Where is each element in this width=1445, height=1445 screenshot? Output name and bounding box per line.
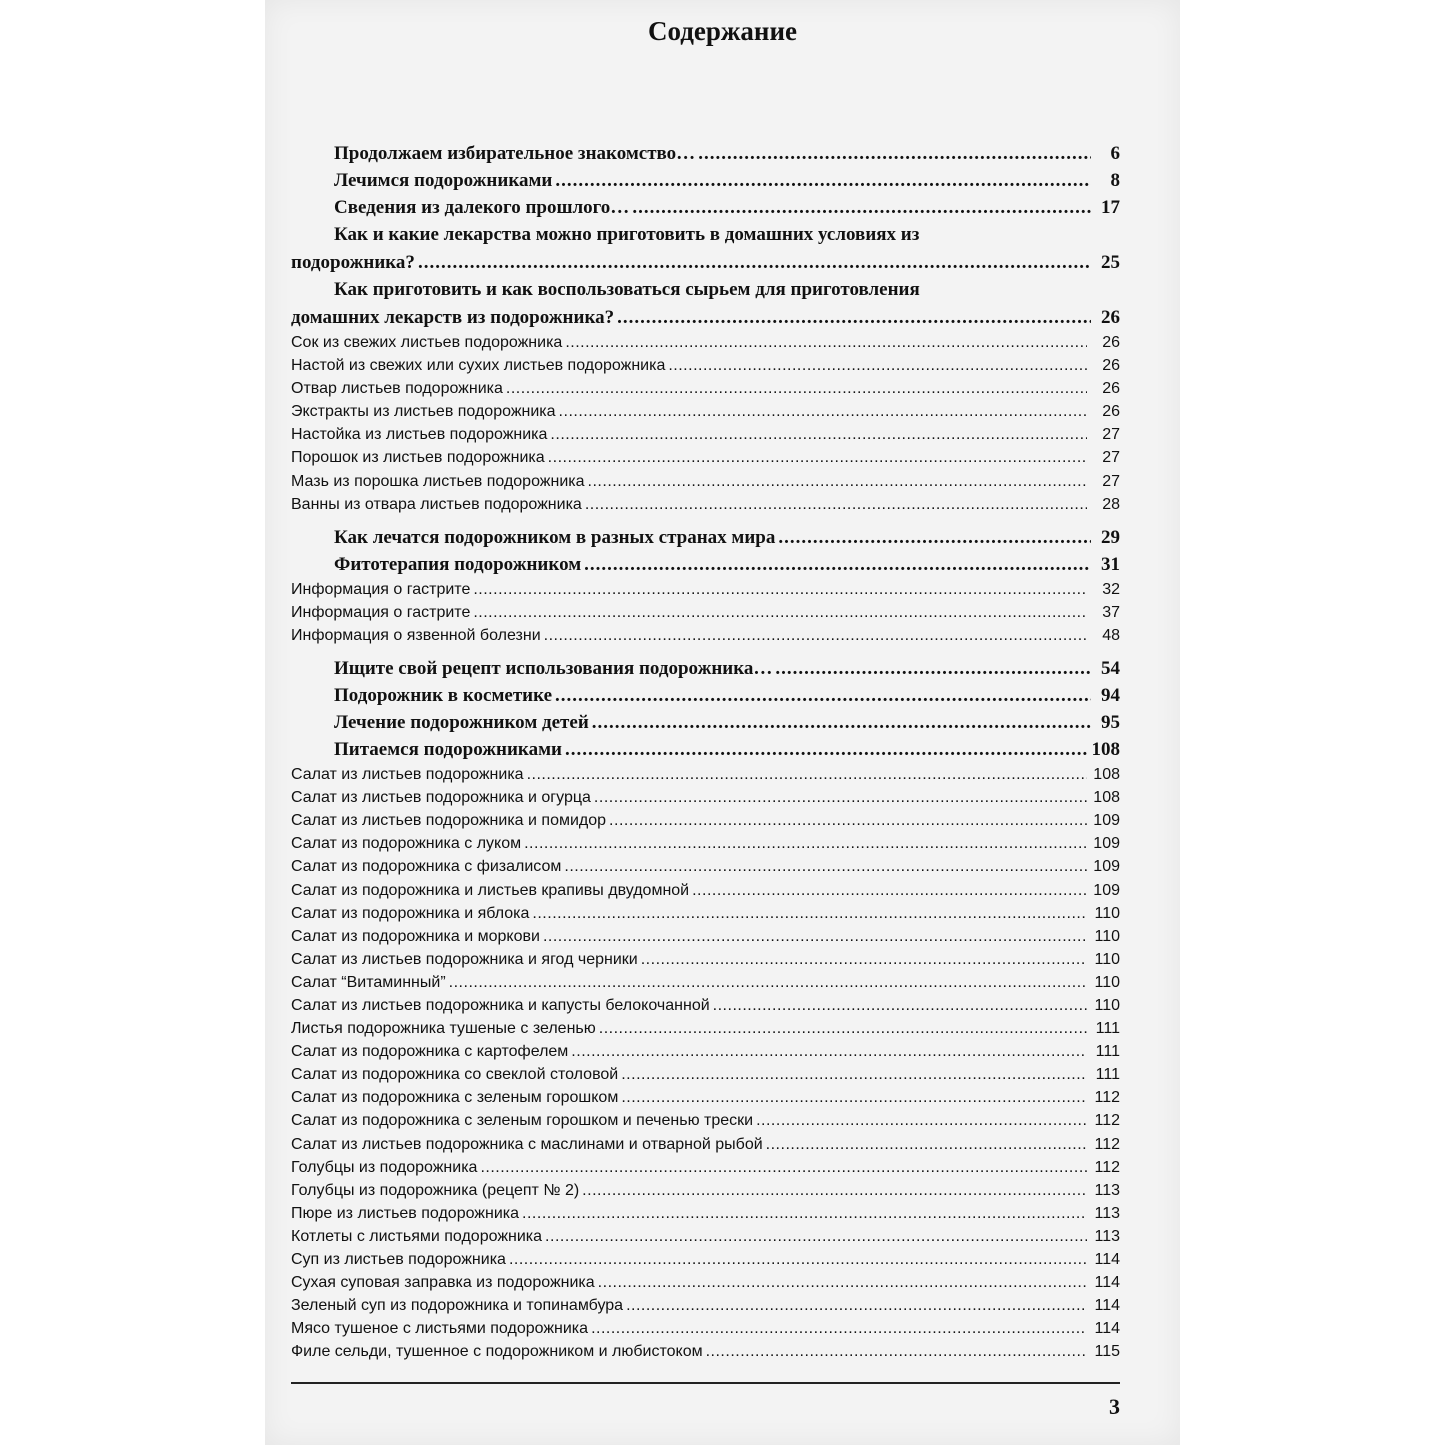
dot-leader xyxy=(527,763,1087,786)
dot-leader xyxy=(565,331,1087,354)
toc-entry-title: Пюре из листьев подорожника xyxy=(291,1204,520,1222)
toc-entry-page: 25 xyxy=(1101,252,1120,273)
toc-entry-page: 31 xyxy=(1101,553,1120,575)
toc-entry-title: Салат из подорожника со свеклой столовой xyxy=(291,1066,619,1084)
dot-leader xyxy=(756,1109,1087,1132)
dot-leader xyxy=(555,167,1091,194)
toc-entry-page: 110 xyxy=(1094,996,1120,1014)
toc-entry-page: 114 xyxy=(1094,1274,1120,1292)
toc-entry xyxy=(291,1317,1120,1340)
toc-entry-page: 27 xyxy=(1102,426,1120,444)
toc-entry xyxy=(291,1109,1120,1132)
toc-entry-title: Салат “Витаминный” xyxy=(291,973,446,991)
toc-entry xyxy=(291,1040,1120,1063)
toc-entry-title: Сухая суповая заправка из подорожника xyxy=(291,1274,595,1292)
dot-leader xyxy=(692,879,1087,902)
dot-leader xyxy=(571,1040,1087,1063)
dot-leader xyxy=(766,1133,1087,1156)
toc-entry-page: 110 xyxy=(1094,927,1120,945)
toc-entry-title: Настой из свежих или сухих листьев подорожника xyxy=(291,357,666,375)
toc-entry-title: Суп из листьев подорожника xyxy=(291,1251,506,1268)
dot-leader xyxy=(609,809,1087,832)
dot-leader xyxy=(555,682,1091,709)
toc-entry-page: 28 xyxy=(1102,495,1120,513)
toc-entry xyxy=(291,1340,1120,1363)
toc-entry-page: 108 xyxy=(1091,739,1120,761)
toc-entry-title: Лечение подорожником детей xyxy=(334,712,589,734)
dot-leader xyxy=(564,855,1087,878)
toc-entry-title: Салат из подорожника и листьев крапивы двудомной xyxy=(291,881,690,899)
toc-section xyxy=(291,524,1120,551)
toc-entry-page: 8 xyxy=(1110,170,1120,191)
toc-entry-page: 111 xyxy=(1095,1020,1120,1038)
toc-section xyxy=(291,655,1120,682)
dot-leader xyxy=(559,400,1087,423)
book-page xyxy=(265,0,1180,1445)
toc-entry xyxy=(291,832,1120,855)
toc-entry-title: Лечимся подорожниками xyxy=(334,170,553,191)
toc-entry xyxy=(291,423,1120,446)
toc-entry xyxy=(291,354,1120,377)
toc-entry-title: Салат из подорожника с луком xyxy=(291,835,522,853)
toc-section xyxy=(291,736,1120,763)
toc-entry-title: Сок из свежих листьев подорожника xyxy=(291,334,563,351)
toc-entry-title: Салат из подорожника и моркови xyxy=(291,927,540,945)
toc-section xyxy=(291,167,1120,194)
toc-entry-title: Салат из подорожника и яблока xyxy=(291,904,530,922)
toc-entry xyxy=(291,971,1120,994)
dot-leader xyxy=(599,1017,1087,1040)
toc-gap xyxy=(291,516,1120,524)
toc-entry-page: 115 xyxy=(1094,1343,1120,1361)
toc-entry-page: 114 xyxy=(1094,1320,1120,1338)
toc-entry-page: 54 xyxy=(1101,658,1120,680)
dot-leader xyxy=(524,832,1087,855)
toc-entry-page: 111 xyxy=(1095,1043,1120,1061)
toc-entry-page: 111 xyxy=(1095,1066,1120,1084)
toc-entry-title: Информация о язвенной болезни xyxy=(291,626,541,644)
toc-section xyxy=(291,194,1120,221)
toc-entry-title: Салат из листьев подорожника xyxy=(291,766,524,784)
toc-entry-title: Ванны из отвара листьев подорожника xyxy=(291,495,582,513)
dot-leader xyxy=(582,1179,1087,1202)
toc-entry-page: 48 xyxy=(1102,626,1120,644)
toc-entry xyxy=(291,994,1120,1017)
dot-leader xyxy=(418,249,1091,276)
toc-entry-page: 108 xyxy=(1093,789,1120,807)
toc-entry-page: 109 xyxy=(1093,812,1120,830)
dot-leader xyxy=(585,493,1087,516)
dot-leader xyxy=(621,1063,1087,1086)
toc-entry-title: Отвар листьев подорожника xyxy=(291,380,503,398)
dot-leader xyxy=(550,423,1087,446)
toc-gap xyxy=(291,647,1120,655)
toc-entry-title: Филе сельди, тушенное с подорожником и любистоком xyxy=(291,1343,703,1361)
dot-leader xyxy=(565,736,1089,763)
page-title: Содержание xyxy=(647,16,798,46)
toc-entry xyxy=(291,902,1120,925)
toc-entry-page: 29 xyxy=(1101,526,1120,548)
dot-leader xyxy=(506,377,1087,400)
dot-leader xyxy=(775,655,1091,682)
toc-entry-page: 109 xyxy=(1093,835,1120,853)
toc-entry-page: 112 xyxy=(1094,1158,1120,1176)
toc-entry xyxy=(291,1225,1120,1248)
toc-entry-page: 112 xyxy=(1094,1089,1120,1107)
toc-entry xyxy=(291,855,1120,878)
dot-leader xyxy=(548,446,1087,469)
toc-section xyxy=(291,140,1120,167)
toc-entry xyxy=(291,400,1120,423)
toc-section xyxy=(291,249,1120,276)
toc-entry-title: Порошок из листьев подорожника xyxy=(291,449,545,467)
table-of-contents xyxy=(291,140,1120,1363)
toc-entry-title: Питаемся подорожниками xyxy=(334,739,562,761)
toc-entry-title: домашних лекарств из подорожника? xyxy=(291,307,615,328)
dot-leader xyxy=(668,354,1087,377)
toc-entry-title: Салат из листьев подорожника и ягод черники xyxy=(291,950,638,968)
toc-entry-title: Листья подорожника тушеные с зеленью xyxy=(291,1020,596,1038)
toc-entry-page: 113 xyxy=(1094,1181,1120,1199)
toc-entry-page: 110 xyxy=(1094,904,1120,922)
toc-entry-page: 112 xyxy=(1094,1135,1120,1153)
dot-leader xyxy=(545,1225,1087,1248)
toc-entry-page: 26 xyxy=(1102,357,1120,375)
toc-entry-title: Подорожник в косметике xyxy=(334,685,553,707)
dot-leader xyxy=(632,194,1091,221)
dot-leader xyxy=(617,304,1091,331)
toc-entry xyxy=(291,1271,1120,1294)
dot-leader xyxy=(713,994,1087,1017)
toc-entry-title: Информация о гастрите xyxy=(291,603,471,621)
footer-rule xyxy=(291,1382,1120,1384)
page-number: 3 xyxy=(1109,1394,1120,1419)
toc-entry-title: Салат из листьев подорожника и помидор xyxy=(291,812,607,830)
toc-section-line1: Как приготовить и как воспользоваться сырьем для приготовления xyxy=(334,279,920,300)
toc-entry-page: 113 xyxy=(1094,1204,1120,1222)
dot-leader xyxy=(778,524,1091,551)
toc-entry xyxy=(291,1017,1120,1040)
toc-entry xyxy=(291,786,1120,809)
toc-entry xyxy=(291,1133,1120,1156)
toc-entry-title: Информация о гастрите xyxy=(291,580,471,598)
toc-entry-title: Салат из подорожника с зеленым горошком и печенью трески xyxy=(291,1112,754,1130)
toc-entry-page: 94 xyxy=(1101,685,1120,707)
dot-leader xyxy=(449,971,1087,994)
toc-entry-page: 26 xyxy=(1101,307,1120,328)
toc-entry-title: Мясо тушеное с листьями подорожника xyxy=(291,1320,589,1338)
toc-entry xyxy=(291,601,1120,624)
toc-entry-page: 95 xyxy=(1101,712,1120,734)
toc-entry-title: Продолжаем избирательное знакомство… xyxy=(334,143,696,164)
toc-entry-page: 37 xyxy=(1102,603,1120,621)
toc-entry-title: Салат из листьев подорожника и капусты белокочанной xyxy=(291,996,710,1014)
toc-entry xyxy=(291,1248,1120,1271)
dot-leader xyxy=(591,1317,1087,1340)
toc-entry-title: Как лечатся подорожником в разных странах мира xyxy=(334,526,776,548)
toc-entry-title: Экстракты из листьев подорожника xyxy=(291,403,556,421)
toc-entry-page: 113 xyxy=(1094,1227,1120,1245)
toc-section xyxy=(291,682,1120,709)
toc-entry-title: Голубцы из подорожника (рецепт № 2) xyxy=(291,1181,580,1199)
dot-leader xyxy=(584,551,1091,578)
dot-leader xyxy=(592,709,1091,736)
toc-entry xyxy=(291,809,1120,832)
toc-entry-title: Мазь из порошка листьев подорожника xyxy=(291,472,585,490)
toc-entry-page: 109 xyxy=(1093,881,1120,899)
toc-entry xyxy=(291,1063,1120,1086)
toc-section xyxy=(291,304,1120,331)
toc-entry-page: 109 xyxy=(1093,858,1120,876)
toc-entry xyxy=(291,578,1120,601)
toc-entry xyxy=(291,1156,1120,1179)
toc-entry-title: Сведения из далекого прошлого… xyxy=(334,197,630,218)
toc-entry-title: Голубцы из подорожника xyxy=(291,1158,478,1176)
toc-entry-title: Салат из листьев подорожника и огурца xyxy=(291,789,591,807)
toc-entry-title: Зеленый суп из подорожника и топинамбура xyxy=(291,1297,624,1315)
toc-entry-page: 110 xyxy=(1094,950,1120,968)
dot-leader xyxy=(480,1156,1087,1179)
dot-leader xyxy=(706,1340,1087,1363)
dot-leader xyxy=(473,578,1087,601)
toc-entry xyxy=(291,925,1120,948)
dot-leader xyxy=(588,470,1087,493)
toc-entry xyxy=(291,1179,1120,1202)
toc-entry-page: 27 xyxy=(1102,449,1120,467)
toc-entry-page: 6 xyxy=(1110,143,1120,164)
toc-section xyxy=(291,551,1120,578)
toc-entry xyxy=(291,446,1120,469)
toc-entry xyxy=(291,470,1120,493)
toc-entry-page: 26 xyxy=(1102,403,1120,421)
dot-leader xyxy=(594,786,1087,809)
dot-leader xyxy=(522,1202,1087,1225)
toc-entry-page: 32 xyxy=(1102,580,1120,598)
toc-entry-page: 110 xyxy=(1094,973,1120,991)
toc-entry-title: Ищите свой рецепт использования подорожника… xyxy=(334,658,773,680)
toc-entry-title: Салат из подорожника с физалисом xyxy=(291,858,562,876)
dot-leader xyxy=(641,948,1087,971)
toc-section xyxy=(291,709,1120,736)
toc-entry-page: 26 xyxy=(1102,380,1120,398)
toc-entry-page: 27 xyxy=(1102,472,1120,490)
toc-entry xyxy=(291,948,1120,971)
toc-entry xyxy=(291,624,1120,647)
toc-entry xyxy=(291,1294,1120,1317)
toc-entry-page: 26 xyxy=(1102,334,1120,351)
dot-leader xyxy=(621,1086,1087,1109)
toc-entry-title: Салат из подорожника с зеленым горошком xyxy=(291,1089,619,1107)
toc-entry-title: Салат из подорожника с картофелем xyxy=(291,1043,569,1061)
dot-leader xyxy=(532,902,1087,925)
toc-entry xyxy=(291,1086,1120,1109)
toc-entry-title: подорожника? xyxy=(291,252,415,273)
toc-entry-title: Котлеты с листьями подорожника xyxy=(291,1227,543,1245)
toc-entry-page: 112 xyxy=(1094,1112,1120,1130)
dot-leader xyxy=(473,601,1087,624)
toc-section-line1: Как и какие лекарства можно приготовить в домашних условиях из xyxy=(334,224,920,245)
toc-entry-page: 114 xyxy=(1094,1251,1120,1268)
toc-entry-page: 114 xyxy=(1094,1297,1120,1315)
dot-leader xyxy=(598,1271,1087,1294)
toc-entry-page: 17 xyxy=(1101,197,1120,218)
toc-entry xyxy=(291,1202,1120,1225)
toc-entry-title: Салат из листьев подорожника с маслинами и отварной рыбой xyxy=(291,1135,763,1153)
dot-leader xyxy=(544,624,1087,647)
toc-entry xyxy=(291,493,1120,516)
toc-entry-title: Фитотерапия подорожником xyxy=(334,553,582,575)
toc-entry-title: Настойка из листьев подорожника xyxy=(291,426,548,444)
dot-leader xyxy=(626,1294,1087,1317)
toc-entry xyxy=(291,331,1120,354)
toc-entry-page: 108 xyxy=(1093,766,1120,784)
toc-entry xyxy=(291,377,1120,400)
toc-entry xyxy=(291,879,1120,902)
dot-leader xyxy=(543,925,1087,948)
dot-leader xyxy=(698,140,1091,167)
toc-entry xyxy=(291,763,1120,786)
dot-leader xyxy=(509,1248,1087,1271)
